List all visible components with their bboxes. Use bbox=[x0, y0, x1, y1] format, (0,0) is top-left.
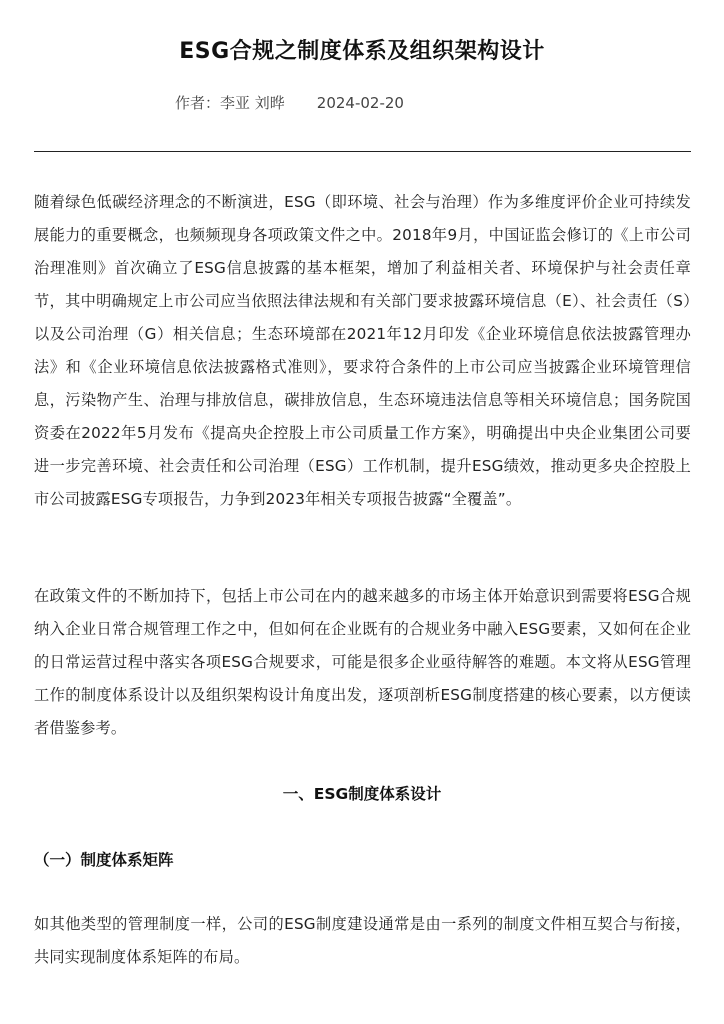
article-authors: 作者：李亚 刘晔 bbox=[175, 94, 285, 112]
section-heading: 一、ESG制度体系设计 bbox=[282, 785, 442, 803]
article-title: ESG合规之制度体系及组织架构设计 bbox=[179, 39, 545, 64]
article-date: 2024-02-20 bbox=[316, 94, 404, 112]
paragraph-matrix: 如其他类型的管理制度一样，公司的ESG制度建设通常是由一系列的制度文件相互契合与衔接，共同实现制度体系矩阵的布局。 bbox=[34, 915, 691, 966]
article-meta bbox=[175, 92, 404, 113]
title-divider bbox=[34, 151, 691, 152]
subsection-heading: （一）制度体系矩阵 bbox=[34, 851, 174, 869]
paragraph-policy: 在政策文件的不断加持下，包括上市公司在内的越来越多的市场主体开始意识到需要将ESG合规纳入企业日常合规管理工作之中，但如何在企业既有的合规业务中融入ESG要素，又如何在企业的日常运营过程中落实各项ESG合规要求，可能是很多企业亟待解答的难题。本文将从ESG管理工作的制度体系设计以及组织架构设计角度出发，逐项剖析ESG制度搭建的核心要素，以方便读者借鉴参考。 bbox=[34, 587, 691, 737]
paragraph-intro: 随着绿色低碳经济理念的不断演进，ESG（即环境、社会与治理）作为多维度评价企业可持续发展能力的重要概念，也频频现身各项政策文件之中。2018年9月，中国证监会修订的《上市公司治理准则》首次确立了ESG信息披露的基本框架，增加了利益相关者、环境保护与社会责任章节，其中明确规定上市公司应当依照法律法规和有关部门要求披露环境信息（E）、社会责任（S）以及公司治理（G）相关信息；生态环境部在2021年12月印发《企业环境信息依法披露管理办法》和《企业环境信息依法披露格式准则》，要求符合条件的上市公司应当披露企业环境管理信息，污染物产生、治理与排放信息，碳排放信息，生态环境违法信息等相关环境信息；国务院国资委在2022年5月发布《提高央企控股上市公司质量工作方案》，明确提出中央企业集团公司要进一步完善环境、社会责任和公司治理（ESG）工作机制，提升ESG绩效，推动更多央企控股上市公司披露ESG专项报告，力争到2023年相关专项报告披露“全覆盖”。 bbox=[34, 193, 691, 508]
